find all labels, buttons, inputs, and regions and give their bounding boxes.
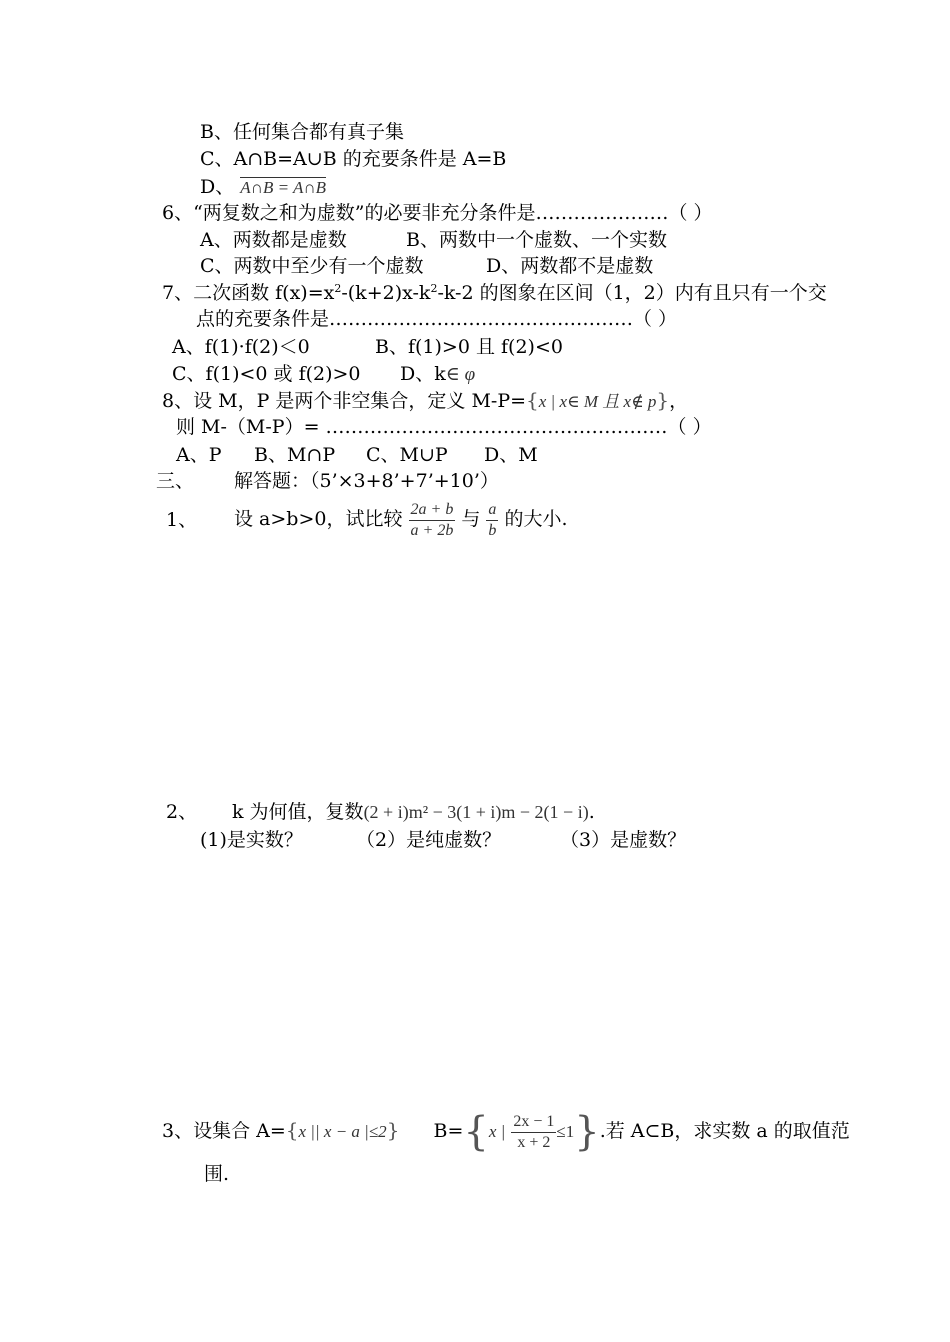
problem-1-fraction-1-den: a + 2b <box>410 521 454 539</box>
problem-1-text-post: 的大小. <box>504 508 568 530</box>
problem-2-sub-3: （3）是虚数？ <box>560 829 687 851</box>
problem-3-text-pre: 3、设集合 A= <box>162 1120 286 1142</box>
problem-3-body: 3、设集合 A={x || x − a |≤2} B={x | $\frac{2x - 1}{x + 2}$ ≤1}.若 A⊂B，求实数 a 的取值范 <box>162 1109 850 1155</box>
q5-option-d <box>200 175 326 200</box>
problem-3-set-b-fraction <box>511 1113 556 1152</box>
problem-3-line2: 围. <box>204 1163 230 1185</box>
problem-3-text-mid: B= <box>433 1120 464 1142</box>
q6-option-c: C、两数中至少有一个虚数 <box>200 255 424 277</box>
q7-stem-line2: 点的充要条件是…………………………………………（ ） <box>196 308 678 330</box>
q5-option-d-formula: A∩B = A∩B <box>240 178 327 197</box>
problem-2-body <box>232 800 595 824</box>
q8-option-a: A、P <box>176 444 222 466</box>
q7-option-a: A、f(1)·f(2)＜0 <box>172 336 310 358</box>
q7-option-d-math: ∈ φ <box>445 364 476 385</box>
problem-2-number: 2、 <box>166 801 198 823</box>
q8-stem-line2: 则 M-（M-P）= ………………………………………………（ ） <box>176 416 712 438</box>
q8-option-b: B、M∩P <box>254 444 336 466</box>
problem-1-fraction-2-num: a <box>486 501 498 521</box>
section-heading-number: 三、 <box>156 470 195 492</box>
q6-stem: 6、“两复数之和为虚数”的必要非充分条件是…………………（ ） <box>162 202 713 224</box>
problem-3-set-b-fraction-num: 2x − 1 <box>511 1113 556 1133</box>
problem-1-text-mid: 与 <box>461 508 481 530</box>
q7-sup-1: 2 <box>334 282 342 295</box>
problem-3-set-a: x || x − a |≤2 <box>298 1122 387 1141</box>
problem-1-fraction-1 <box>409 501 456 540</box>
q7-stem <box>162 281 827 305</box>
problem-3-set-b-fraction-den: x + 2 <box>517 1133 551 1151</box>
problem-1-fraction-2-den: b <box>488 521 497 539</box>
q8-stem: 8、设 M，P 是两个非空集合，定义 M-P={x | x∈ M 且 x∉ p}， <box>162 388 689 412</box>
q7-option-c: C、f(1)<0 或 f(2)>0 <box>172 363 361 385</box>
problem-2-text-post: . <box>588 801 595 823</box>
q8-stem-prefix: 8、设 M，P 是两个非空集合，定义 M-P= <box>162 390 527 412</box>
problem-1-number: 1、 <box>166 509 198 531</box>
q7-stem-prefix: 7、二次函数 f(x)=x <box>162 282 335 304</box>
problem-2-sub-2: （2）是纯虚数？ <box>356 829 502 851</box>
problem-1-text-pre: 设 a>b>0，试比较 <box>234 508 403 530</box>
q5-option-c: C、A∩B=A∪B 的充要条件是 A=B <box>200 148 507 170</box>
q7-option-d <box>400 362 475 387</box>
q8-stem-suffix: ， <box>669 390 689 412</box>
q7-option-d-text: D、k <box>400 363 446 385</box>
section-heading-text: 解答题：（5’×3+8’+7’+10’） <box>234 470 499 492</box>
q6-option-a: A、两数都是虚数 <box>200 229 347 251</box>
q7-sup-2: 2 <box>430 282 438 295</box>
q5-option-d-label: D、 <box>200 176 235 198</box>
q6-option-d: D、两数都不是虚数 <box>486 255 654 277</box>
problem-2-text-pre: k 为何值，复数 <box>232 801 364 823</box>
q7-option-b: B、f(1)>0 且 f(2)<0 <box>375 336 563 358</box>
problem-2-sub-1: (1)是实数？ <box>200 829 303 851</box>
q8-option-c: C、M∪P <box>366 444 448 466</box>
q8-set-definition: x | x∈ M 且 x∉ p <box>538 392 657 411</box>
problem-3-set-b-prefix: x | <box>488 1122 506 1141</box>
problem-1-body <box>234 495 568 543</box>
q5-option-b: B、任何集合都有真子集 <box>200 121 404 143</box>
problem-2-expression: (2 + i)m² − 3(1 + i)m − 2(1 − i) <box>363 802 589 822</box>
problem-1-fraction-2 <box>486 501 498 540</box>
q6-option-b: B、两数中一个虚数、一个实数 <box>406 229 667 251</box>
q8-option-d: D、M <box>484 444 538 466</box>
problem-3-text-post: .若 A⊂B，求实数 a 的取值范 <box>599 1120 850 1142</box>
q7-stem-suffix: -k-2 的图象在区间（1，2）内有且只有一个交 <box>437 282 827 304</box>
problem-3-set-b-suffix: ≤1 <box>556 1122 575 1141</box>
q7-stem-mid: -(k+2)x-k <box>341 282 431 304</box>
problem-1-fraction-1-num: 2a + b <box>409 501 456 521</box>
